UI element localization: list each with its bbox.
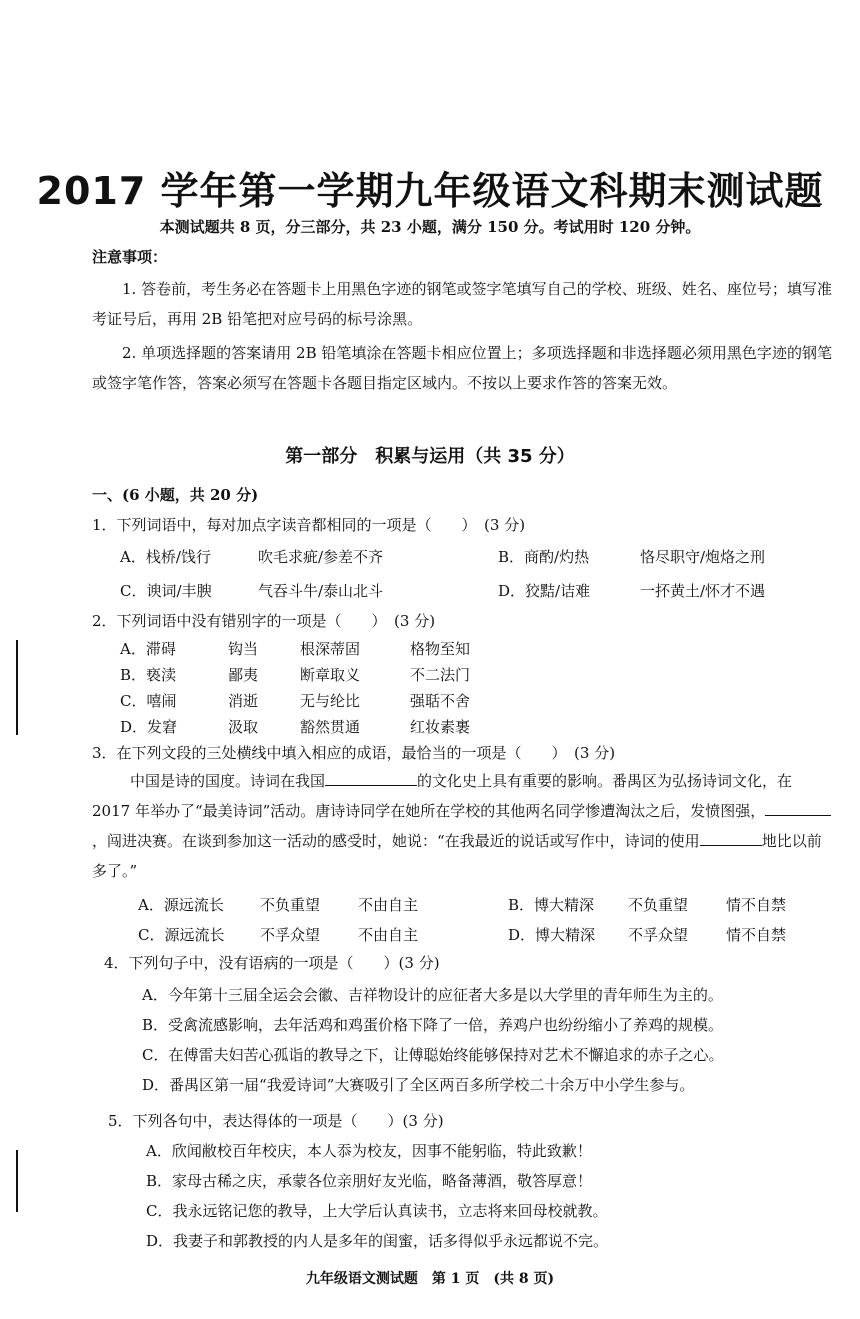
q3-blank-3 — [700, 829, 762, 846]
q2-cell: B．亵渎 — [120, 666, 177, 684]
q3-option-a-2: 不负重望 — [260, 896, 321, 914]
q5-stem: 5．下列各句中，表达得体的一项是（ ）(3 分) — [108, 1112, 444, 1130]
q3-option-c-1: C．源远流长 — [138, 926, 225, 944]
q3-option-a-1: A．源远流长 — [138, 896, 224, 914]
q2-cell: 断章取义 — [300, 666, 361, 684]
q3-option-b-2: 不负重望 — [628, 896, 689, 914]
q2-cell: 消逝 — [228, 692, 259, 710]
q5-option-a: A．欣闻敝校百年校庆，本人忝为校友，因事不能躬临，特此致歉！ — [146, 1142, 592, 1160]
q4-option-b: B．受禽流感影响，去年活鸡和鸡蛋价格下降了一倍，养鸡户也纷纷缩小了养鸡的规模。 — [142, 1016, 724, 1034]
q4-option-d: D．番禺区第一届“我爱诗词”大赛吸引了全区两百多所学校二十余万中小学生参与。 — [142, 1076, 695, 1094]
q2-stem: 2．下列词语中没有错别字的一项是（ ） (3 分) — [92, 612, 436, 630]
q2-cell: 无与纶比 — [300, 692, 361, 710]
q3-passage-part3: ，闯进决赛。在谈到参加这一活动的感受时，她说：“在我最近的说话或写作中，诗词的使用 — [92, 832, 700, 850]
q5-option-d: D．我妻子和郭教授的内人是多年的闺蜜，话多得似乎永远都说不完。 — [146, 1232, 609, 1250]
q3-option-d-1: D．博大精深 — [508, 926, 596, 944]
section-heading: 一、(6 小题，共 20 分) — [92, 486, 259, 504]
q1-option-d-1: D．狡黠/诘难 — [498, 582, 591, 600]
q1-option-c-1: C．谀词/丰腴 — [120, 582, 212, 600]
q2-cell: 强聒不舍 — [410, 692, 471, 710]
q2-cell: 红妆素裹 — [410, 718, 471, 736]
q1-option-a-1: A．栈桥/饯行 — [120, 548, 211, 566]
q1-option-c-2: 气吞斗牛/泰山北斗 — [258, 582, 384, 600]
q3-option-d-2: 不孚众望 — [628, 926, 689, 944]
q2-cell: 汲取 — [228, 718, 259, 736]
q3-option-c-3: 不由自主 — [358, 926, 419, 944]
notice-heading: 注意事项： — [92, 248, 168, 266]
q1-option-b-1: B．商酌/灼热 — [498, 548, 590, 566]
scan-edge-mark — [16, 1150, 18, 1212]
notice-item-1 — [92, 274, 832, 334]
q3-blank-1 — [325, 769, 417, 786]
q3-stem: 3．在下列文段的三处横线中填入相应的成语，最恰当的一项是（ ） (3 分) — [92, 744, 616, 762]
q5-option-b: B．家母古稀之庆，承蒙各位亲朋好友光临，略备薄酒，敬答厚意！ — [146, 1172, 593, 1190]
part1-title: 第一部分 积累与运用（共 35 分） — [285, 446, 575, 467]
q3-passage-part2: 的文化史上具有重要的影响。番禺区为弘扬诗词文化，在 2017 年举办了“最美诗词”活动。唐诗诗同学在她所在学校的其他两名同学惨遭淘汰之后，发愤图强， — [92, 772, 793, 820]
q2-cell: 不二法门 — [410, 666, 471, 684]
scan-edge-mark — [16, 640, 18, 735]
q3-blank-2 — [765, 799, 831, 816]
q2-cell: A．滞碍 — [120, 640, 176, 658]
q2-cell: D．发窘 — [120, 718, 178, 736]
q4-stem: 4．下列句子中，没有语病的一项是（ ）(3 分) — [104, 954, 440, 972]
exam-subtitle: 本测试题共 8 页，分三部分，共 23 小题，满分 150 分。考试用时 120 分钟。 — [159, 218, 701, 236]
q3-option-a-3: 不由自主 — [358, 896, 419, 914]
q3-passage-part1: 中国是诗的国度。诗词在我国 — [130, 772, 326, 790]
q1-option-d-2: 一抔黄土/怀才不遇 — [640, 582, 766, 600]
q2-cell: 格物至知 — [410, 640, 471, 658]
q5-option-c: C．我永远铭记您的教导，上大学后认真读书，立志将来回母校就教。 — [146, 1202, 608, 1220]
q1-stem: 1．下列词语中，每对加点字读音都相同的一项是（ ） (3 分) — [92, 516, 526, 534]
exam-title: 2017 学年第一学期九年级语文科期末测试题 — [36, 169, 824, 213]
q2-cell: 豁然贯通 — [300, 718, 361, 736]
page-footer: 九年级语文测试题 第 1 页 (共 8 页) — [305, 1271, 555, 1287]
q3-option-c-2: 不孚众望 — [260, 926, 321, 944]
q4-option-c: C．在傅雷夫妇苦心孤诣的教导之下，让傅聪始终能够保持对艺术不懈追求的赤子之心。 — [142, 1046, 724, 1064]
q2-cell: 根深蒂固 — [300, 640, 361, 658]
q3-option-b-3: 情不自禁 — [726, 896, 787, 914]
q4-option-a: A．今年第十三届全运会会徽、吉祥物设计的应征者大多是以大学里的青年师生为主的。 — [142, 986, 723, 1004]
q1-option-b-2: 恪尽职守/炮烙之刑 — [640, 548, 766, 566]
notice-item-2 — [92, 338, 832, 398]
q3-option-b-1: B．博大精深 — [508, 896, 595, 914]
notice-item-2-text: 2. 单项选择题的答案请用 2B 铅笔填涂在答题卡相应位置上；多项选择题和非选择题必须用黑色字迹的钢笔或签字笔作答，答案必须写在答题卡各题目指定区域内。不按以上要求作答的答案无效。 — [92, 344, 832, 392]
q3-option-d-3: 情不自禁 — [726, 926, 787, 944]
q2-cell: 鄙夷 — [228, 666, 259, 684]
q2-cell: 钩当 — [228, 640, 259, 658]
notice-item-1-text: 1. 答卷前，考生务必在答题卡上用黑色字迹的钢笔或签字笔填写自己的学校、班级、姓名、座位号；填写准考证号后，再用 2B 铅笔把对应号码的标号涂黑。 — [92, 280, 832, 328]
q3-passage — [92, 766, 832, 886]
q1-option-a-2: 吹毛求疵/参差不齐 — [258, 548, 384, 566]
q2-cell: C．嘻闹 — [120, 692, 177, 710]
q3-passage-part4: 地比以前多了。” — [92, 832, 822, 880]
